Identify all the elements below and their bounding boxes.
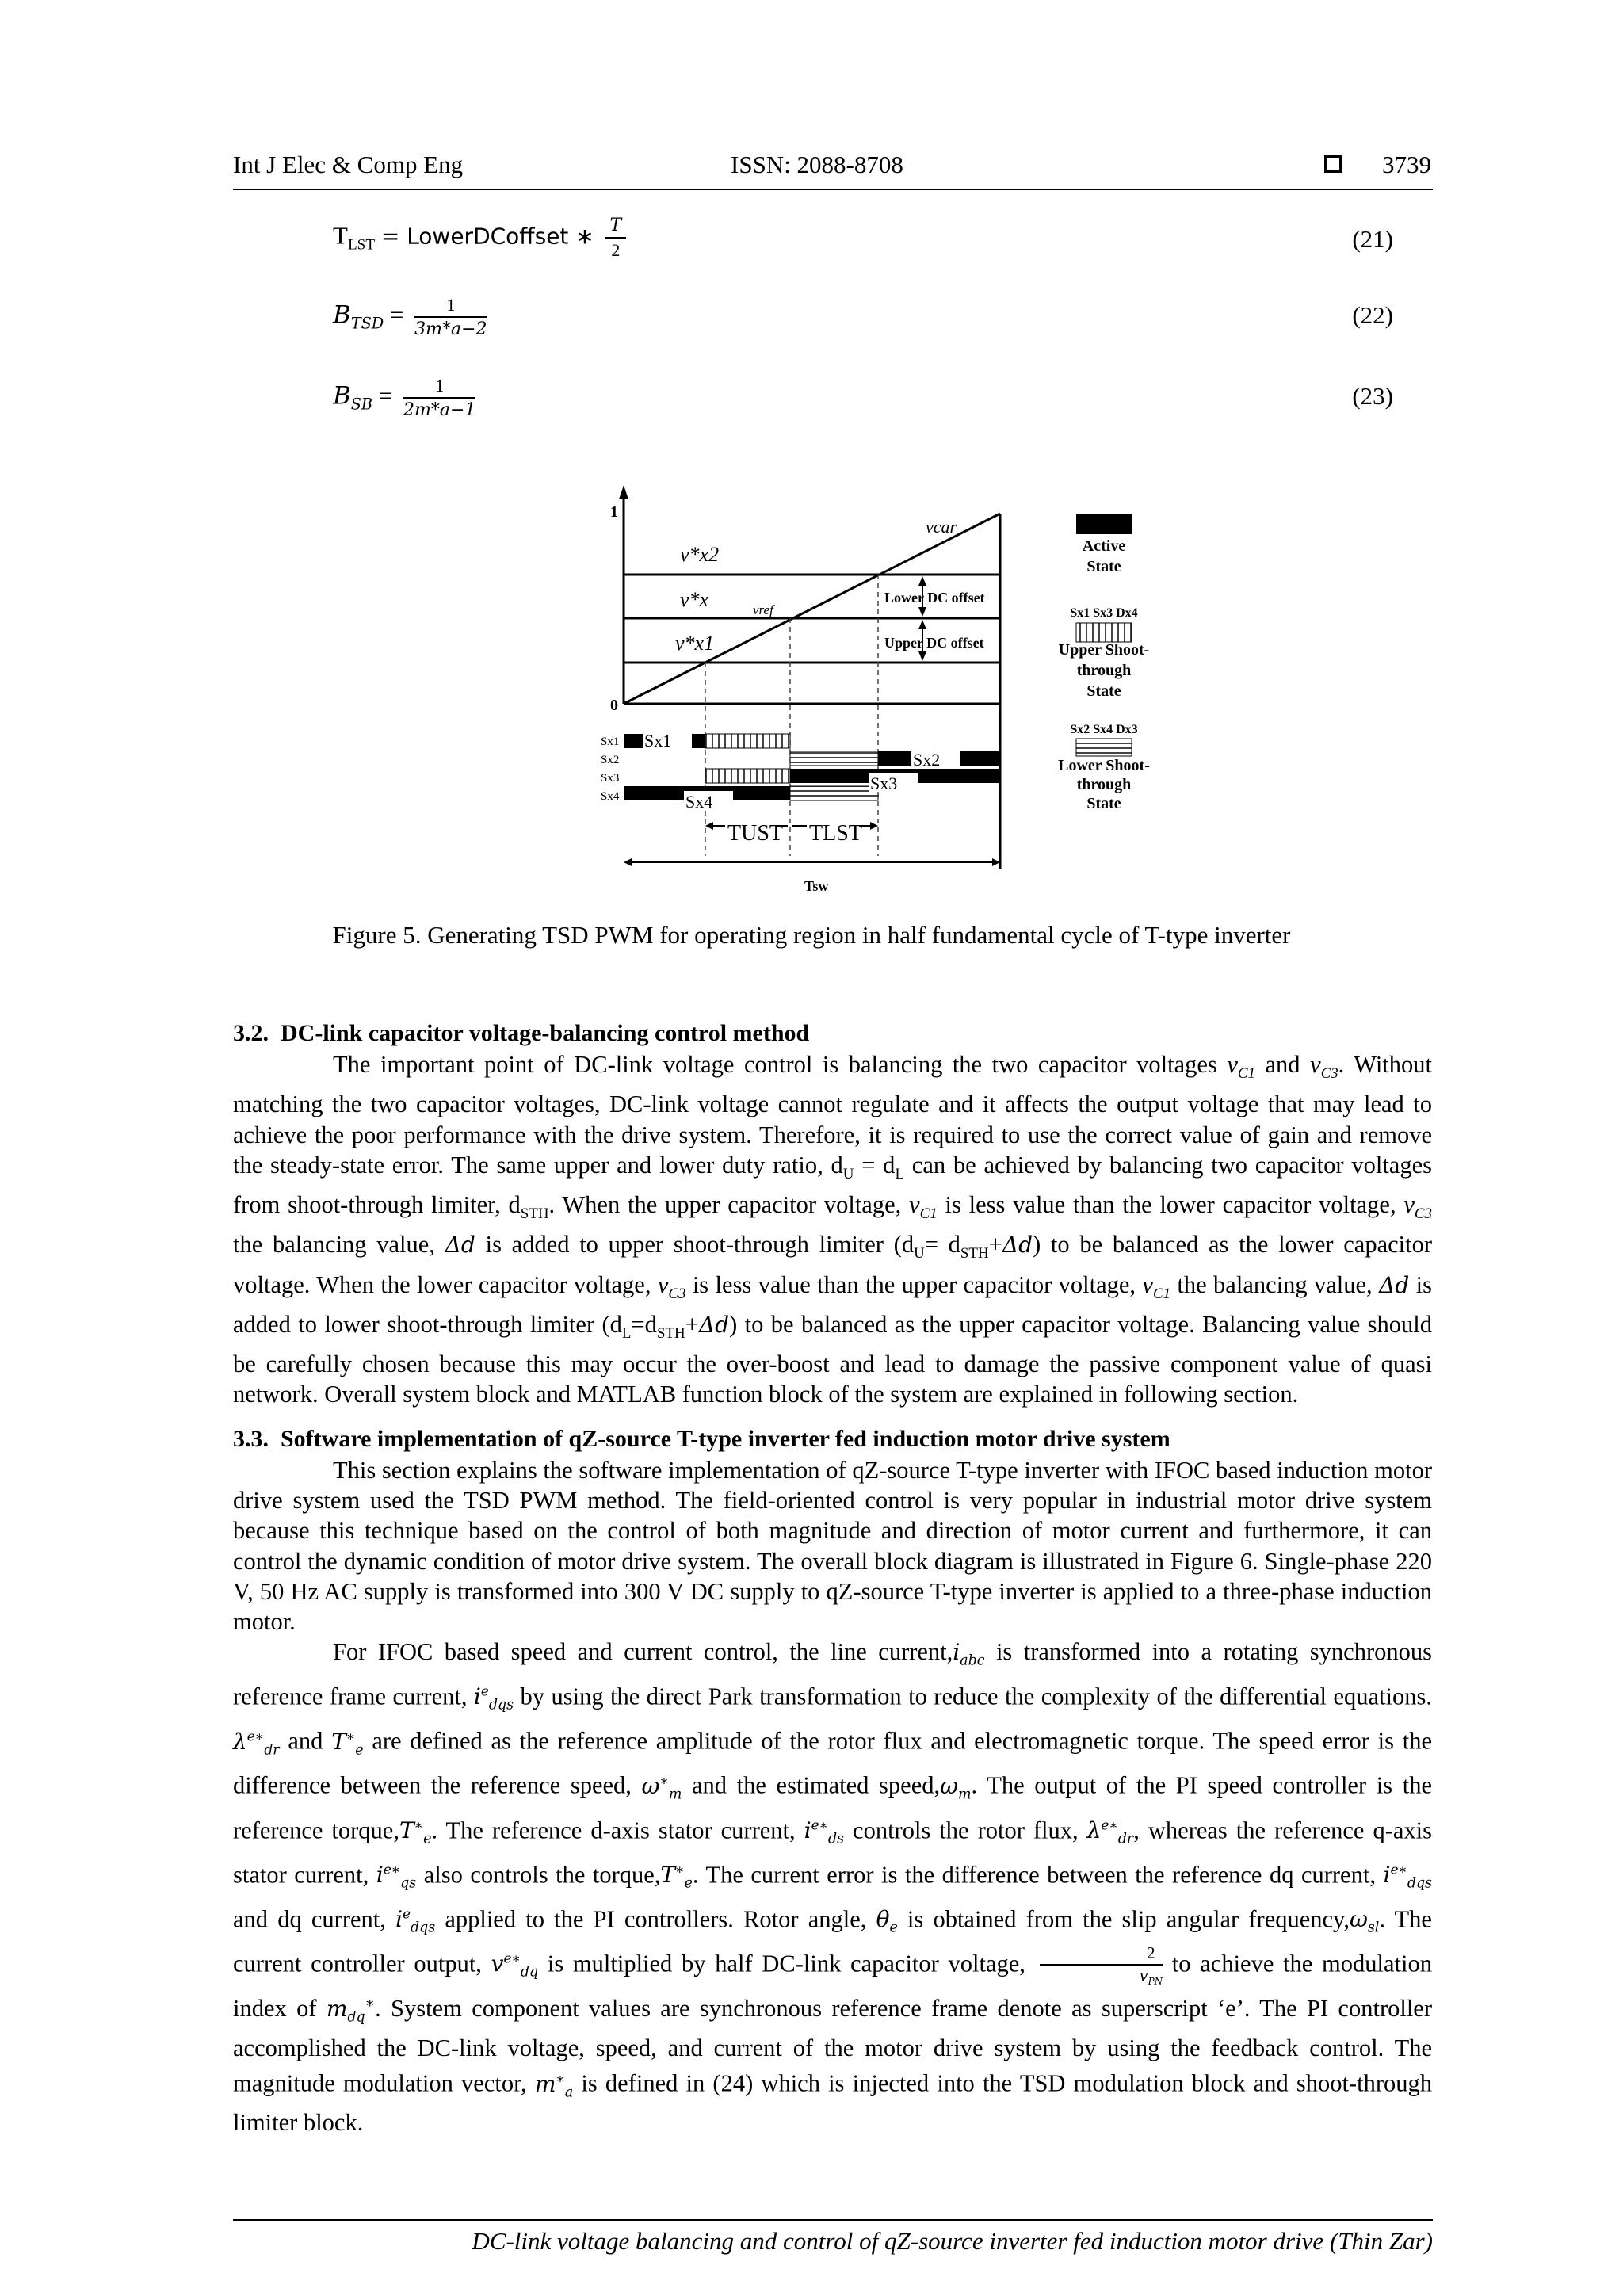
bar-label-sx3: Sx3 bbox=[870, 774, 898, 793]
footer-rule bbox=[233, 2219, 1433, 2221]
axis-label-one: 1 bbox=[610, 503, 618, 521]
sx3-upper-shoot-through bbox=[705, 769, 790, 783]
row-label-sx2: Sx2 bbox=[601, 754, 620, 766]
legend-lower-line3: State bbox=[1086, 795, 1121, 812]
section-heading-3-3: 3.3. Software implementation of qZ-source T-type inverter fed induction motor drive system bbox=[233, 1426, 1170, 1452]
figure-5-tsd-pwm bbox=[0, 0, 1623, 911]
equation-number-23: (23) bbox=[1352, 382, 1393, 410]
row-label-sx4: Sx4 bbox=[601, 790, 620, 803]
section-3-2-body: The important point of DC-link voltage control is balancing the two capacitor voltages $v_{C1}$ and $v_{C3}$. Without matching the two capacitor voltages, DC-link voltage cannot regulate and it affects the output voltage that may lead to achieve the poor performance with the drive system. Therefore, it is required to use the correct value of gain and remove the steady-state error. The same upper and lower duty ratio, $d_U = d_L$ can be achieved by balancing two capacitor voltages from shoot-through limiter, $d_{STH}$. When the upper capacitor voltage, $v_{C1}$ is less value than the lower capacitor voltage, $v_{C3}$ the balancing value, Δd is added to upper shoot-through limiter $(d_U= d_{STH}+\Delta d)$ to be balanced as the lower capacitor voltage. When the lower capacitor voltage, $v_{C3}$ is less value than the upper capacitor voltage, $v_{C1}$ the balancing value, Δd is added to lower shoot-through limiter $(d_L=d_{STH}+\Delta d)$ to be balanced as the upper capacitor voltage. Balancing value should be carefully chosen because this may occur the over-boost and lead to damage the passive component value of quasi network. Overall system block and MATLAB function block of the system are explained in following section. bbox=[233, 1051, 1433, 1408]
legend-upper-line3: State bbox=[1086, 682, 1121, 700]
sx1-upper-shoot-through bbox=[705, 734, 790, 748]
row-label-sx3: Sx3 bbox=[601, 772, 620, 785]
sx4-lower-shoot-through bbox=[790, 786, 878, 800]
legend-upper-line2: through bbox=[1076, 662, 1132, 679]
label-v-ref: vref bbox=[753, 602, 773, 617]
y-axis-arrow bbox=[619, 485, 628, 499]
running-header-journal: Int J Elec & Comp Eng bbox=[233, 151, 464, 178]
figure-caption: Figure 5. Generating TSD PWM for operating region in half fundamental cycle of T-type inverter bbox=[332, 921, 1291, 949]
bar-label-sx4: Sx4 bbox=[685, 792, 713, 812]
legend-lower-line1: Lower Shoot- bbox=[1058, 757, 1150, 774]
legend-upper-swatch bbox=[1076, 623, 1132, 642]
legend-upper-line1: Upper Shoot- bbox=[1058, 641, 1150, 659]
section-3-3-body: This section explains the software implementation of qZ-source T-type inverter with IFOC based induction motor drive system used the TSD PWM method. The field-oriented control is very popular in industrial motor drive system because this technique based on the control of both magnitude and direction of motor current and furthermore, it can control the dynamic condition of motor drive system. The overall block diagram is illustrated in Figure 6. Single-phase 220 V, 50 Hz AC supply is transformed into 300 V DC supply to qZ-source T-type inverter is applied to a three-phase induction motor. For IFOC based speed and current control, the line $current,i_{abc}$ is transformed into a rotating synchronous reference frame current, $i^e_{dqs}$ by using the direct Park transformation to reduce the complexity of the differential equations. $\lambda^{e∗}_{dr}$ and $T^∗_e$ are defined as the reference amplitude of the rotor flux and electromagnetic torque. The speed error is the difference between the reference speed, $\omega^∗_m$ and the estimated $speed,\omega_m$. The output of the PI speed controller is the reference $torque,T^∗_e$. The reference d-axis stator current, $i^{e∗}_{ds}$ controls the rotor flux, $\lambda^{e∗}_{dr}$, whereas the reference q-axis stator current, $i^{e∗}_{qs}$ also controls the $torque,T^∗_e$. The current error is the difference between the reference dq current, $i^{e∗}_{dqs}$ and dq current, $i^e_{dqs}$ applied to the PI controllers. Rotor angle, $\theta_e$ is obtained from the slip angular $frequency,\omega_{sl}$. The current controller output, $v^{e∗}_{dq}$ is multiplied by half DC-link capacitor voltage, $\frac{2}{v_{PN}}$ to achieve the modulation index of $m_{dq}^∗$. System component values are synchronous reference frame denote as superscript ‘e’. The PI controller accomplished the DC-link voltage, speed, and current of the motor drive system by using the feedback control. The magnitude modulation vector, $m^∗_a$ is defined in (24) which is injected into the TSD modulation block and shoot-through limiter block. bbox=[233, 1457, 1433, 2137]
upper-dc-offset-label: Upper DC offset bbox=[884, 635, 984, 651]
label-v-x2: v*x2 bbox=[680, 543, 720, 566]
label-v-x: v*x bbox=[680, 588, 709, 611]
equation-21: $T_{LST}$ = LowerDCoffset ∗ $\frac{T}{2}$ bbox=[333, 216, 626, 261]
legend-lower-swatch bbox=[1076, 739, 1132, 756]
running-header-issn: ISSN: 2088-8708 bbox=[731, 151, 903, 178]
equation-number-22: (22) bbox=[1352, 301, 1393, 329]
legend-lower-switches: Sx2 Sx4 Dx3 bbox=[1070, 723, 1138, 736]
timing-guides bbox=[705, 575, 878, 856]
lower-dc-offset-label: Lower DC offset bbox=[884, 590, 985, 606]
row-label-sx1: Sx1 bbox=[601, 735, 620, 748]
label-v-x1: v*x1 bbox=[675, 632, 715, 655]
label-v-car: vcar bbox=[926, 517, 957, 537]
legend-lower-line2: through bbox=[1076, 776, 1132, 793]
legend-active-line1: Active bbox=[1082, 537, 1126, 555]
bar-label-sx1: Sx1 bbox=[644, 731, 672, 751]
equation-number-21: (21) bbox=[1352, 225, 1393, 253]
equation-23: $B_{SB}$ = $\frac{1}{2m*a-1}$ bbox=[333, 376, 476, 421]
legend-active-line2: State bbox=[1086, 558, 1121, 575]
running-footer: DC-link voltage balancing and control of qZ-source inverter fed induction motor drive (Thin Zar) bbox=[472, 2227, 1433, 2255]
t-lst-label: TLST bbox=[809, 821, 862, 846]
equation-22: $B_{TSD}$ = $\frac{1}{3m*a-2}$ bbox=[333, 295, 487, 340]
sx2-lower-shoot-through bbox=[790, 751, 878, 766]
page-number: 3739 bbox=[1382, 151, 1431, 178]
legend-upper-switches: Sx1 Sx3 Dx4 bbox=[1070, 606, 1138, 620]
bar-label-sx2: Sx2 bbox=[913, 750, 941, 770]
t-ust-label: TUST bbox=[727, 821, 783, 846]
t-sw-label: Tsw bbox=[804, 878, 829, 894]
section-heading-3-2: 3.2. DC-link capacitor voltage-balancing control method bbox=[233, 1020, 810, 1046]
axis-label-zero: 0 bbox=[610, 697, 618, 714]
legend-active-swatch bbox=[1076, 514, 1132, 534]
